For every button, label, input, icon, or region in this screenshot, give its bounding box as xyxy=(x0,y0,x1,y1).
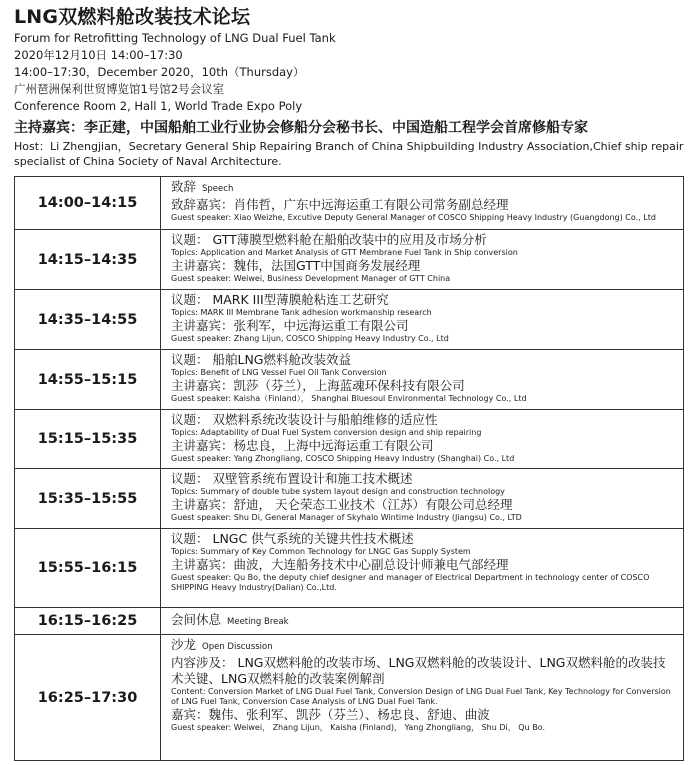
schedule-row xyxy=(15,290,684,350)
session-speaker: 主讲嘉宾：魏伟，法国GTT中国商务发展经理 xyxy=(171,258,421,273)
session-title: 会间休息 xyxy=(171,612,222,627)
forum-host: 主持嘉宾：李正建，中国船舶工业行业协会修船分会秘书长、中国造船工程学会首席修船专家 xyxy=(14,120,588,136)
session-detail xyxy=(161,635,684,761)
schedule-row xyxy=(15,230,684,290)
session-title: 致辞 xyxy=(171,179,197,194)
session-time: 14:55–15:15 xyxy=(15,350,161,410)
session-title-line xyxy=(171,637,677,655)
session-time: 14:35–14:55 xyxy=(15,290,161,350)
session-title: 沙龙 xyxy=(171,637,197,652)
session-speaker: 主讲嘉宾：曲波，大连船务技术中心副总设计师兼电气部经理 xyxy=(171,557,509,572)
session-speaker: 主讲嘉宾：张利军，中远海运重工有限公司 xyxy=(171,318,409,333)
session-speaker-en: Guest speaker: Qu Bo, the deputy chief designer and manager of Electrical Department in technology center of COSCO SHIPPING Heavy Industry(Dalian) Co.,Ltd. xyxy=(171,573,650,592)
schedule-row xyxy=(15,410,684,469)
session-title: 议题： MARK III型薄膜舱粘连工艺研究 xyxy=(171,292,389,307)
forum-host-en: Host：Li Zhengjian，Secretary General Ship Repairing Branch of China Shipbuilding Industry Association,Chief ship repair specialist of China Society of Naval Architecture. xyxy=(14,140,684,168)
session-title-line xyxy=(171,612,677,630)
session-speaker-en: Guest speaker: Weiwei, Business Development Manager of GTT China xyxy=(171,274,451,283)
session-time: 14:00–14:15 xyxy=(15,177,161,230)
session-topic-en: Topics: Application and Market Analysis of GTT Membrane Fuel Tank in Ship conversion xyxy=(171,248,518,257)
session-content-en: Content: Conversion Market of LNG Dual Fuel Tank, Conversion Design of LNG Dual Fuel Tank, Key Technology for Conversion of LNG Fuel Tank, Conversion Case Analysis of LNG Dual Fuel Tank. xyxy=(171,687,671,706)
session-speaker: 主讲嘉宾：舒迪， 天仑荣态工业技术（江苏）有限公司总经理 xyxy=(171,497,513,512)
forum-venue: 广州琶洲保利世贸博览馆1号馆2号会议室 xyxy=(14,82,225,96)
session-title: 议题： GTT薄膜型燃料舱在船舶改装中的应用及市场分析 xyxy=(171,232,487,247)
session-topic-en: Topics: Summary of double tube system layout design and construction technology xyxy=(171,487,505,496)
session-speaker: 主讲嘉宾：杨忠良，上海中远海运重工有限公司 xyxy=(171,438,434,453)
session-speaker: 致辞嘉宾：肖伟哲，广东中远海运重工有限公司常务副总经理 xyxy=(171,197,509,212)
session-speaker-en: Guest speaker: Xiao Weizhe, Excutive Deputy General Manager of COSCO Shipping Heavy Industry (Guangdong) Co., Ltd xyxy=(171,213,656,222)
session-title-line xyxy=(171,179,677,197)
session-speaker-en: Guest speaker: Kaisha（Finland）， Shanghai Bluesoul Environmental Technology Co., Ltd xyxy=(171,394,527,403)
session-speaker-en: Guest speaker: Yang Zhongliang, COSCO Shipping Heavy Industry (Shanghai) Co., Ltd xyxy=(171,454,515,463)
forum-title: LNG双燃料舱改装技术论坛 xyxy=(14,6,251,28)
forum-header xyxy=(14,4,684,169)
session-topic-en: Topics: Adaptability of Dual Fuel System conversion design and ship repairing xyxy=(171,428,482,437)
session-title-en: Meeting Break xyxy=(227,617,289,627)
session-title: 议题： LNGC 供气系统的关键共性技术概述 xyxy=(171,531,414,546)
session-time: 16:15–16:25 xyxy=(15,608,161,635)
forum-date-en: 14:00–17:30，December 2020，10th（Thursday） xyxy=(14,65,305,79)
session-detail xyxy=(161,350,684,410)
session-detail xyxy=(161,177,684,230)
session-time: 15:15–15:35 xyxy=(15,410,161,469)
session-speaker-en: Guest speaker: Shu Di, General Manager of Skyhalo Wintime Industry (Jiangsu) Co., LTD xyxy=(171,513,522,522)
session-title-en: Speech xyxy=(202,184,234,194)
session-topic-en: Topics: Benefit of LNG Vessel Fuel Oil Tank Conversion xyxy=(171,368,387,377)
schedule-row xyxy=(15,529,684,608)
forum-title-en: Forum for Retrofitting Technology of LNG Dual Fuel Tank xyxy=(14,31,336,45)
session-detail xyxy=(161,469,684,529)
schedule-row xyxy=(15,177,684,230)
session-time: 16:25–17:30 xyxy=(15,635,161,761)
session-speaker-en: Guest speaker: Zhang Lijun, COSCO Shipping Heavy Industry Co., Ltd xyxy=(171,334,449,343)
session-detail xyxy=(161,410,684,469)
session-title: 议题： 双壁管系统布置设计和施工技术概述 xyxy=(171,471,413,486)
session-time: 14:15–14:35 xyxy=(15,230,161,290)
session-title: 议题： 双燃料系统改装设计与船舶维修的适应性 xyxy=(171,412,438,427)
schedule-row xyxy=(15,608,684,635)
forum-date: 2020年12月10日 14:00–17:30 xyxy=(14,48,183,62)
session-time: 15:55–16:15 xyxy=(15,529,161,608)
session-content: 内容涉及： LNG双燃料舱的改装市场、LNG双燃料舱的改装设计、LNG双燃料舱的改装技术关键、LNG双燃料舱的改装案例解剖 xyxy=(171,655,666,686)
session-detail xyxy=(161,608,684,635)
session-topic-en: Topics: MARK III Membrane Tank adhesion workmanship research xyxy=(171,308,432,317)
session-topic-en: Topics: Summary of Key Common Technology for LNGC Gas Supply System xyxy=(171,547,471,556)
session-detail xyxy=(161,290,684,350)
schedule-row xyxy=(15,469,684,529)
session-speaker: 主讲嘉宾：凯莎（芬兰），上海蓝魂环保科技有限公司 xyxy=(171,378,465,393)
schedule-row xyxy=(15,350,684,410)
session-title: 议题： 船舶LNG燃料舱改装效益 xyxy=(171,352,351,367)
session-speaker-en: Guest speaker: Weiwei， Zhang Lijun， Kaisha (Finland)， Yang Zhongliang， Shu Di， Qu Bo. xyxy=(171,723,545,732)
schedule-table xyxy=(14,176,684,761)
session-time: 15:35–15:55 xyxy=(15,469,161,529)
forum-venue-en: Conference Room 2, Hall 1, World Trade Expo Poly xyxy=(14,99,303,113)
schedule-row xyxy=(15,635,684,761)
session-speaker: 嘉宾：魏伟、张利军、凯莎（芬兰）、杨忠良、舒迪、曲波 xyxy=(171,707,490,722)
session-title-en: Open Discussion xyxy=(202,642,273,652)
session-detail xyxy=(161,230,684,290)
session-detail xyxy=(161,529,684,608)
